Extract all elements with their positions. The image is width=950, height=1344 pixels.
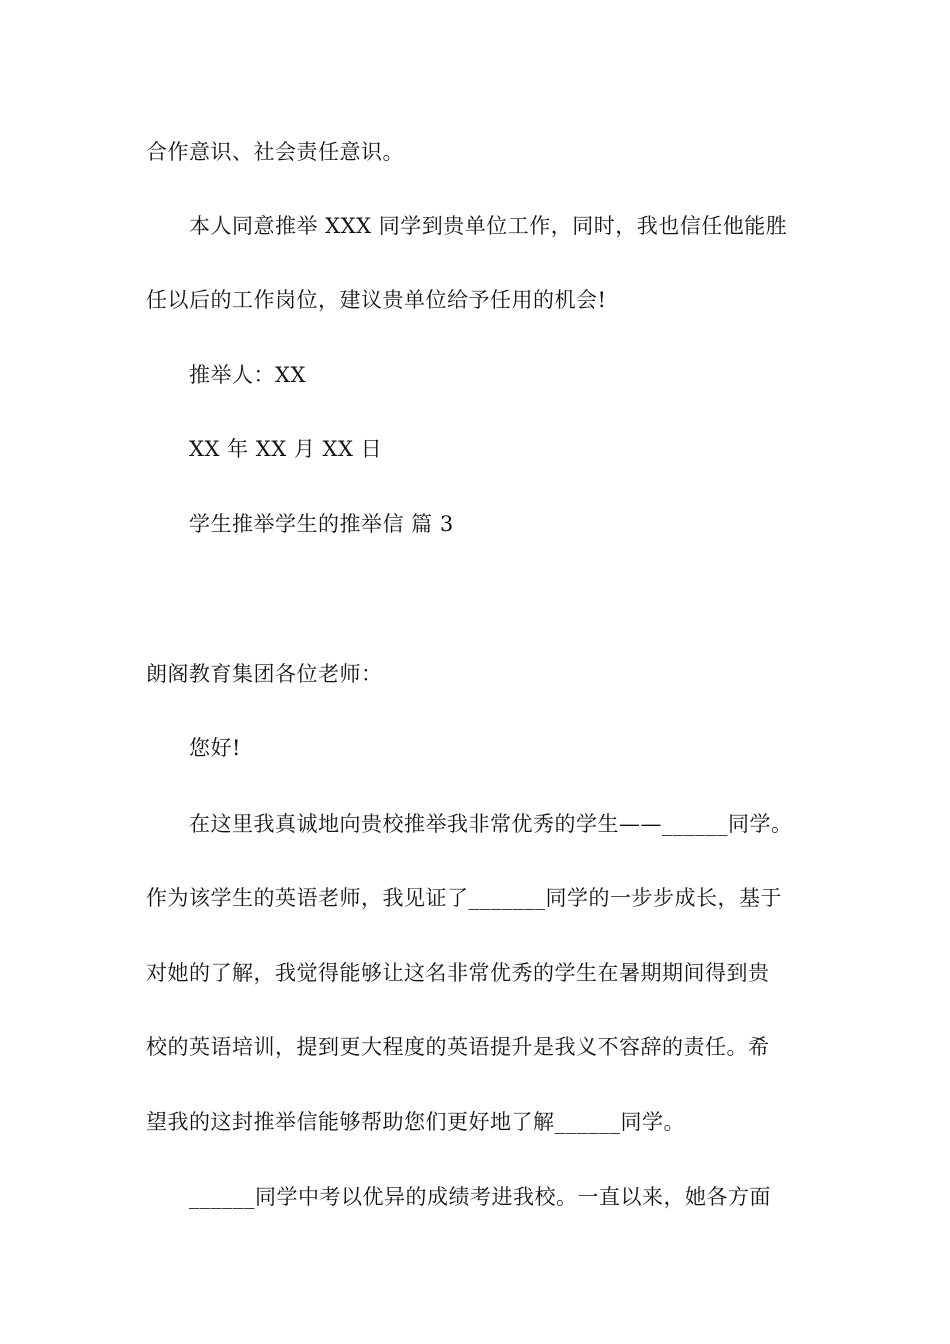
paragraph-line: 本人同意推举 XXX 同学到贵单位工作，同时，我也信任他能胜: [189, 214, 788, 238]
paragraph-line: 合作意识、社会责任意识。: [146, 140, 404, 164]
signature-line: 推举人：XX: [189, 363, 306, 387]
greeting-line: 您好!: [189, 736, 241, 760]
paragraph-line: 在这里我真诚地向贵校推举我非常优秀的学生——______同学。: [189, 812, 793, 836]
date-line: XX 年 XX 月 XX 日: [189, 437, 383, 461]
paragraph-line: 对她的了解，我觉得能够让这名非常优秀的学生在暑期期间得到贵: [146, 961, 770, 985]
paragraph-line: ______同学中考以优异的成绩考进我校。一直以来，她各方面: [189, 1185, 771, 1209]
salutation-line: 朗阁教育集团各位老师：: [146, 662, 383, 686]
paragraph-line: 任以后的工作岗位，建议贵单位给予任用的机会!: [146, 288, 607, 312]
paragraph-line: 作为该学生的英语老师，我见证了_______同学的一步步成长，基于: [146, 886, 782, 910]
paragraph-line: 望我的这封推举信能够帮助您们更好地了解______同学。: [146, 1110, 685, 1134]
paragraph-line: 校的英语培训，提到更大程度的英语提升是我义不容辞的责任。希: [146, 1035, 770, 1059]
section-title: 学生推举学生的推举信 篇 3: [189, 512, 454, 536]
